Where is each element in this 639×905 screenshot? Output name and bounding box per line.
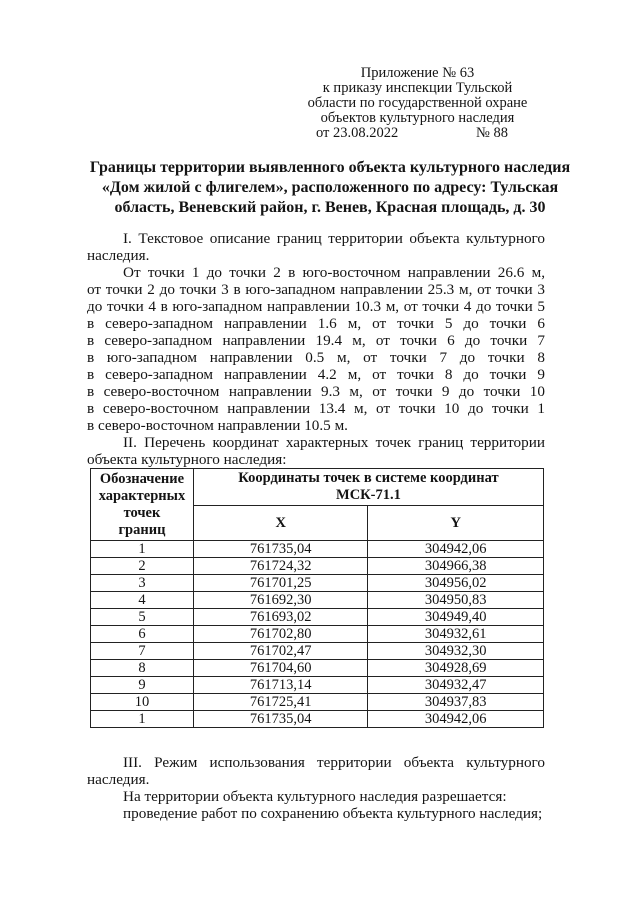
section-1	[87, 230, 545, 468]
boundary-text-line: в северо-западном направлении 19.4 м, от точки 6 до точки 7	[87, 332, 545, 349]
table-row	[91, 677, 544, 694]
table-row	[91, 575, 544, 592]
y-cell: 304932,61	[368, 626, 544, 643]
boundary-text-line: От точки 1 до точки 2 в юго-восточном направлении 26.6 м,	[123, 264, 545, 281]
x-cell: 761702,80	[193, 626, 368, 643]
order-date-number	[316, 125, 508, 142]
y-column-header: Y	[368, 506, 544, 541]
x-cell: 761693,02	[193, 609, 368, 626]
boundary-text-line: в северо-западном направлении 4.2 м, от точки 8 до точки 9	[87, 366, 545, 383]
y-cell: 304942,06	[368, 711, 544, 728]
y-cell: 304932,47	[368, 677, 544, 694]
header-text: Обозначение	[99, 470, 185, 487]
coordinates-table	[90, 468, 544, 728]
table-row	[91, 626, 544, 643]
section-3-heading-cont: наследия.	[87, 771, 150, 788]
title-line: «Дом жилой с флигелем», расположенного по адресу: Тульская	[101, 179, 559, 196]
section-1-heading: I. Текстовое описание границ территории объекта культурного	[123, 230, 545, 247]
y-cell: 304949,40	[368, 609, 544, 626]
x-cell: 761713,14	[193, 677, 368, 694]
x-cell: 761692,30	[193, 592, 368, 609]
boundary-text-line: в северо-восточном направлении 10.5 м.	[87, 417, 348, 434]
appendix-header	[290, 66, 545, 126]
boundary-text-line: в северо-восточном направлении 13.4 м, от точки 10 до точки 1	[87, 400, 545, 417]
point-cell: 8	[91, 660, 194, 677]
header-text: точек	[123, 504, 161, 521]
point-cell: 4	[91, 592, 194, 609]
point-column-header	[91, 469, 194, 541]
point-cell: 9	[91, 677, 194, 694]
x-cell: 761702,47	[193, 643, 368, 660]
section-2-heading: II. Перечень координат характерных точек границ территории	[123, 434, 545, 451]
header-text: границ	[118, 521, 166, 538]
y-cell: 304937,83	[368, 694, 544, 711]
x-column-header: X	[193, 506, 368, 541]
order-date: от 23.08.2022	[316, 125, 399, 141]
table-row	[91, 592, 544, 609]
table-row	[91, 694, 544, 711]
x-cell: 761701,25	[193, 575, 368, 592]
table-row	[91, 609, 544, 626]
y-cell: 304932,30	[368, 643, 544, 660]
section-3-heading: III. Режим использования территории объекта культурного	[123, 754, 545, 771]
page-title	[60, 158, 600, 218]
y-cell: 304928,69	[368, 660, 544, 677]
table-row	[91, 643, 544, 660]
x-cell: 761735,04	[193, 711, 368, 728]
header-text: МСК-71.1	[336, 487, 401, 503]
boundary-text-line: от точки 2 до точки 3 в юго-западном направлении 25.3 м, от точки 3	[87, 281, 545, 298]
coordinates-header	[193, 469, 543, 506]
title-line: Границы территории выявленного объекта культурного наследия	[89, 159, 571, 176]
x-cell: 761735,04	[193, 541, 368, 558]
boundary-text-line: до точки 4 в юго-западном направлении 10.3 м, от точки 4 до точки 5	[87, 298, 545, 315]
table-row	[91, 660, 544, 677]
boundary-text-line: в северо-западном направлении 1.6 м, от точки 5 до точки 6	[87, 315, 545, 332]
y-cell: 304966,38	[368, 558, 544, 575]
point-cell: 3	[91, 575, 194, 592]
table-row	[91, 558, 544, 575]
header-text: Координаты точек в системе координат	[238, 470, 499, 486]
x-cell: 761704,60	[193, 660, 368, 677]
y-cell: 304956,02	[368, 575, 544, 592]
boundary-text-line: в северо-восточном направлении 9.3 м, от точки 9 до точки 10	[87, 383, 545, 400]
section-1-heading-cont: наследия.	[87, 247, 150, 264]
point-cell: 1	[91, 711, 194, 728]
section-2-heading-cont: объекта культурного наследия:	[87, 451, 287, 468]
point-cell: 6	[91, 626, 194, 643]
table-row	[91, 541, 544, 558]
table-row	[91, 711, 544, 728]
section-3	[87, 754, 545, 822]
point-cell: 5	[91, 609, 194, 626]
x-cell: 761724,32	[193, 558, 368, 575]
x-cell: 761725,41	[193, 694, 368, 711]
header-text: характерных	[98, 487, 186, 504]
point-cell: 1	[91, 541, 194, 558]
y-cell: 304942,06	[368, 541, 544, 558]
permission-item: проведение работ по сохранению объекта культурного наследия;	[123, 805, 543, 822]
point-cell: 2	[91, 558, 194, 575]
point-cell: 7	[91, 643, 194, 660]
order-number: № 88	[476, 125, 508, 141]
appendix-order-ref: к приказу инспекции Тульской	[322, 80, 513, 96]
boundary-text-line: в юго-западном направлении 0.5 м, от точки 7 до точки 8	[87, 349, 545, 366]
permission-text: На территории объекта культурного наследия разрешается:	[123, 788, 507, 805]
y-cell: 304950,83	[368, 592, 544, 609]
appendix-authority: области по государственной охране	[307, 95, 528, 111]
title-line: область, Веневский район, г. Венев, Красная площадь, д. 30	[114, 199, 546, 216]
appendix-number: Приложение № 63	[360, 65, 475, 81]
point-cell: 10	[91, 694, 194, 711]
appendix-authority-cont: объектов культурного наследия	[320, 110, 515, 126]
